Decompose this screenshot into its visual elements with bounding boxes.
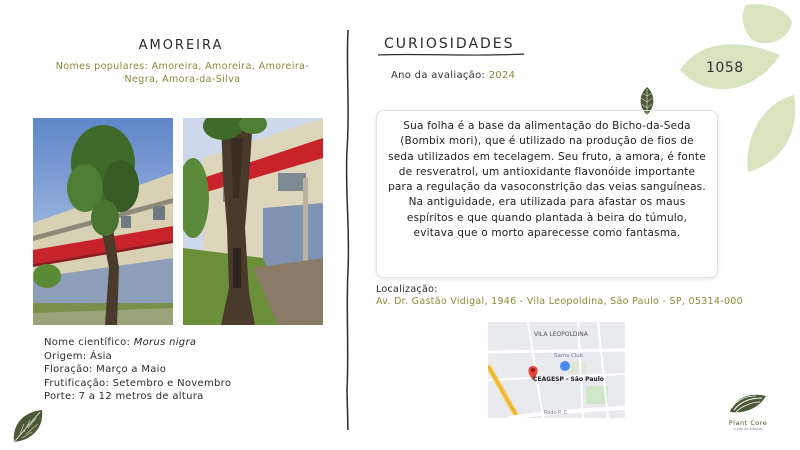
location-map[interactable] xyxy=(488,322,625,418)
brand-name: Plant Core xyxy=(728,419,768,427)
map-street-label: Rodo P. C. xyxy=(544,410,569,416)
flowering: Floração: Março a Maio xyxy=(44,364,167,375)
scientific-name-label: Nome científico: xyxy=(44,337,134,348)
map-store-label: Sams Club xyxy=(554,353,584,359)
tree-photo-trunk xyxy=(183,118,323,325)
logo-leaf-icon xyxy=(726,392,770,414)
curiosities-text: Sua folha é a base da alimentação do Bicho-da-Seda (Bombix mori), que é utilizado na produção de fios de seda utilizados em tecelagem. Seu fruto, a amora, é fonte de resveratrol, um antioxidante flavonóide importante para a regulação da vasoconstrição das veias sanguíneas. Na antiguidade, era utilizada para afastar os maus espíritos e que quando plantada à beira do túmulo, evitava que o morto aparecesse como fantasma. xyxy=(376,110,718,278)
decorative-leaves xyxy=(660,0,800,175)
tree-number: 1058 xyxy=(706,60,744,76)
size: Porte: 7 a 12 metros de altura xyxy=(44,391,204,402)
location-address[interactable]: Av. Dr. Gastão Vidigal, 1946 - Vila Leopoldina, São Paulo - SP, 05314-000 xyxy=(376,296,743,307)
title-underline xyxy=(376,52,526,58)
brand-logo xyxy=(718,392,778,432)
map-place-label: CEAGESP - São Paulo xyxy=(533,376,604,383)
scientific-name xyxy=(44,336,231,350)
popular-names: Nomes populares: Amoreira, Amoreira, Amoreira-Negra, Amora-da-Silva xyxy=(55,61,310,85)
tree-photo-wide xyxy=(33,118,173,325)
fruiting: Frutificação: Setembro e Novembro xyxy=(44,377,232,389)
plant-title: AMOREIRA xyxy=(138,38,224,53)
location-label: Localização: xyxy=(376,284,438,295)
evaluation-year xyxy=(391,70,515,81)
origin: Origem: Ásia xyxy=(44,350,113,362)
curiosities-title: CURIOSIDADES xyxy=(384,36,515,52)
year-value: 2024 xyxy=(488,70,516,81)
leaf-icon-bottom-left xyxy=(8,406,48,446)
map-district-label: VILA LEOPOLDINA xyxy=(534,331,588,338)
year-label: Ano da avaliação: xyxy=(391,70,489,81)
plant-facts xyxy=(44,336,231,404)
scientific-name-value: Morus nigra xyxy=(133,337,197,348)
column-divider xyxy=(342,30,354,430)
brand-tagline: cuide de plantas xyxy=(733,427,763,431)
